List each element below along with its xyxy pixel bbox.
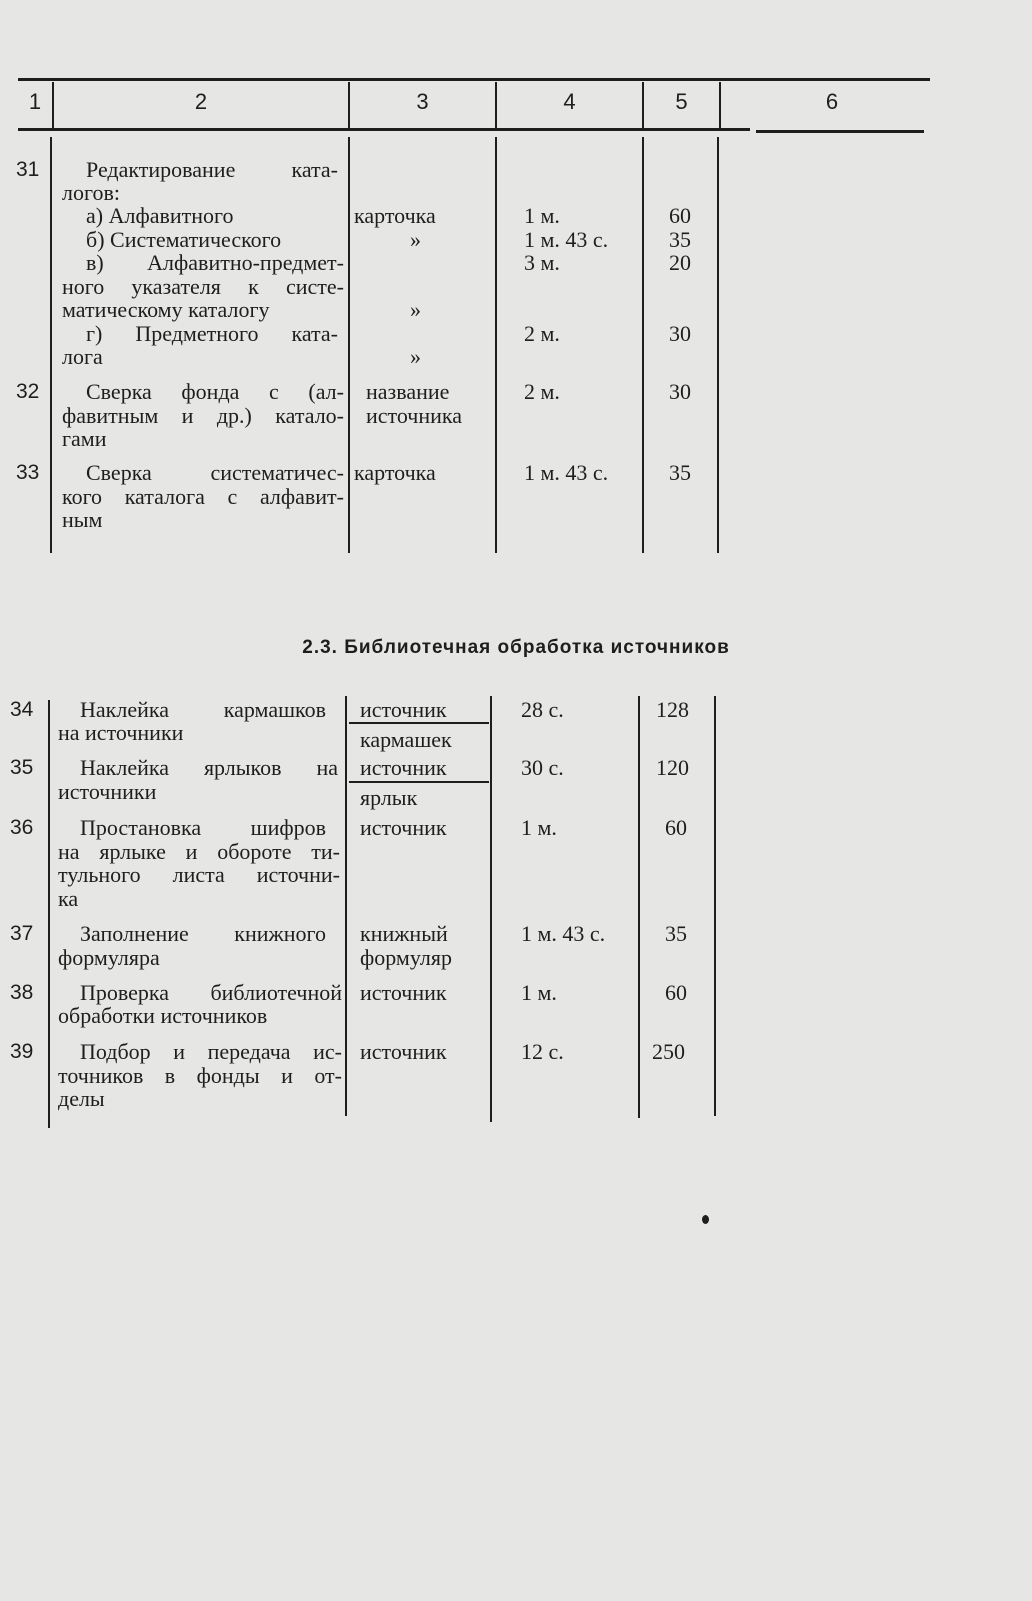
row31-desc-v3: матическому каталогу	[62, 297, 270, 322]
row34-norm: 128	[656, 697, 689, 722]
row35-desc-line1: Наклейка ярлыков на	[80, 755, 338, 780]
row31-time-a: 1 м.	[524, 203, 560, 228]
row-number-36: 36	[10, 816, 34, 839]
row33-desc-line2: кого каталога с алфавит-	[62, 484, 344, 509]
row32-unit-line1: название	[366, 379, 450, 404]
row31-norm-b: 35	[669, 227, 691, 252]
row31-norm-g: 30	[669, 321, 691, 346]
row31-unit-v: »	[410, 297, 421, 322]
ink-speck	[702, 1215, 709, 1224]
row34-desc-line1: Наклейка кармашков	[80, 697, 326, 722]
header-col-3: 3	[416, 89, 429, 114]
row35-time: 30 с.	[521, 755, 564, 780]
table2-divider-4	[638, 696, 640, 1118]
table1-top-rule	[18, 78, 930, 81]
row33-norm: 35	[669, 460, 691, 485]
table1-divider-2	[348, 137, 350, 553]
row35-unit-bottom: ярлык	[360, 785, 418, 810]
row32-time: 2 м.	[524, 379, 560, 404]
row35-fraction-rule	[349, 781, 489, 783]
row-number-31: 31	[16, 158, 40, 181]
row37-unit-line1: книжный	[360, 921, 448, 946]
row31-desc-line2: логов:	[62, 180, 120, 205]
header-divider-5	[719, 82, 721, 130]
row31-unit-a: карточка	[354, 203, 436, 228]
row39-desc-line3: делы	[58, 1086, 105, 1111]
header-col-4: 4	[563, 89, 576, 114]
row35-desc-line2: источники	[58, 779, 157, 804]
table2-divider-5	[714, 696, 716, 1116]
row31-time-b: 1 м. 43 с.	[524, 227, 609, 252]
header-col-2: 2	[194, 89, 208, 114]
row34-fraction-rule	[349, 722, 489, 724]
row34-time: 28 с.	[521, 697, 564, 722]
header-col-5: 5	[675, 89, 688, 114]
table1-divider-1	[50, 137, 52, 553]
row34-unit-top: источник	[360, 697, 447, 722]
row31-time-g: 2 м.	[524, 321, 560, 346]
row-number-39: 39	[10, 1040, 34, 1063]
row36-norm: 60	[665, 815, 687, 840]
row33-unit: карточка	[354, 460, 436, 485]
row31-desc-g1: г) Предметного ката-	[86, 321, 338, 346]
table2-divider-1	[48, 700, 50, 1128]
row38-desc-line2: обработки источников	[58, 1003, 268, 1028]
row37-desc-line2: формуляра	[58, 945, 160, 970]
row32-unit-line2: источника	[366, 403, 463, 428]
row32-desc-line3: гами	[62, 426, 107, 451]
row36-time: 1 м.	[521, 815, 557, 840]
row37-unit-line2: формуляр	[360, 945, 452, 970]
row31-desc-a: а) Алфавитного	[86, 203, 234, 228]
row31-desc-line1: Редактирование ката-	[86, 157, 338, 182]
row31-time-v: 3 м.	[524, 250, 560, 275]
row36-desc-line3: тульного листа источни-	[58, 862, 340, 887]
table1-header-rule-col6	[756, 130, 924, 133]
row36-desc-line4: ка	[58, 886, 79, 911]
table1-divider-3	[495, 137, 497, 553]
row37-desc-line1: Заполнение книжного	[80, 921, 326, 946]
row31-desc-b: б) Систематического	[86, 227, 282, 252]
row31-unit-b: »	[410, 227, 421, 252]
table2-divider-3	[490, 696, 492, 1122]
row31-desc-v1: в) Алфавитно-предмет-	[86, 250, 344, 275]
row39-desc-line1: Подбор и передача ис-	[80, 1039, 342, 1064]
row39-time: 12 с.	[521, 1039, 564, 1064]
row-number-33: 33	[16, 461, 40, 484]
row31-norm-a: 60	[669, 203, 691, 228]
row-number-37: 37	[10, 922, 34, 945]
row-number-35: 35	[10, 756, 34, 779]
row37-norm: 35	[665, 921, 687, 946]
row38-norm: 60	[665, 980, 687, 1005]
row36-desc-line2: на ярлыке и обороте ти-	[58, 839, 340, 864]
row-number-38: 38	[10, 981, 34, 1004]
row38-desc-line1: Проверка библиотечной	[80, 980, 342, 1005]
header-col-6: 6	[825, 89, 839, 114]
row-number-32: 32	[16, 380, 40, 403]
row37-time: 1 м. 43 с.	[521, 921, 606, 946]
row31-norm-v: 20	[669, 250, 691, 275]
row35-norm: 120	[656, 755, 689, 780]
table1-divider-5	[717, 137, 719, 553]
row39-desc-line2: точников в фонды и от-	[58, 1063, 342, 1088]
row36-unit: источник	[360, 815, 447, 840]
row39-unit: источник	[360, 1039, 447, 1064]
row33-time: 1 м. 43 с.	[524, 460, 609, 485]
row32-desc-line1: Сверка фонда с (ал-	[86, 379, 344, 404]
row31-desc-v2: ного указателя к систе-	[62, 274, 344, 299]
row31-desc-g2: лога	[62, 344, 103, 369]
row32-desc-line2: фавитным и др.) катало-	[62, 403, 344, 428]
row-number-34: 34	[10, 698, 34, 721]
row34-unit-bottom: кармашек	[360, 727, 452, 752]
row35-unit-top: источник	[360, 755, 447, 780]
row39-norm: 250	[652, 1039, 685, 1064]
row38-unit: источник	[360, 980, 447, 1005]
row33-desc-line1: Сверка систематичес-	[86, 460, 344, 485]
table1-header-rule	[18, 128, 750, 131]
row36-desc-line1: Простановка шифров	[80, 815, 326, 840]
section-title: 2.3. Библиотечная обработка источников	[302, 637, 730, 658]
row38-time: 1 м.	[521, 980, 557, 1005]
header-col-1: 1	[28, 89, 42, 114]
row33-desc-line3: ным	[62, 507, 103, 532]
row34-desc-line2: на источники	[58, 720, 184, 745]
table2-divider-2	[345, 696, 347, 1116]
row31-unit-g: »	[410, 344, 421, 369]
table1-divider-4	[642, 137, 644, 553]
row32-norm: 30	[669, 379, 691, 404]
